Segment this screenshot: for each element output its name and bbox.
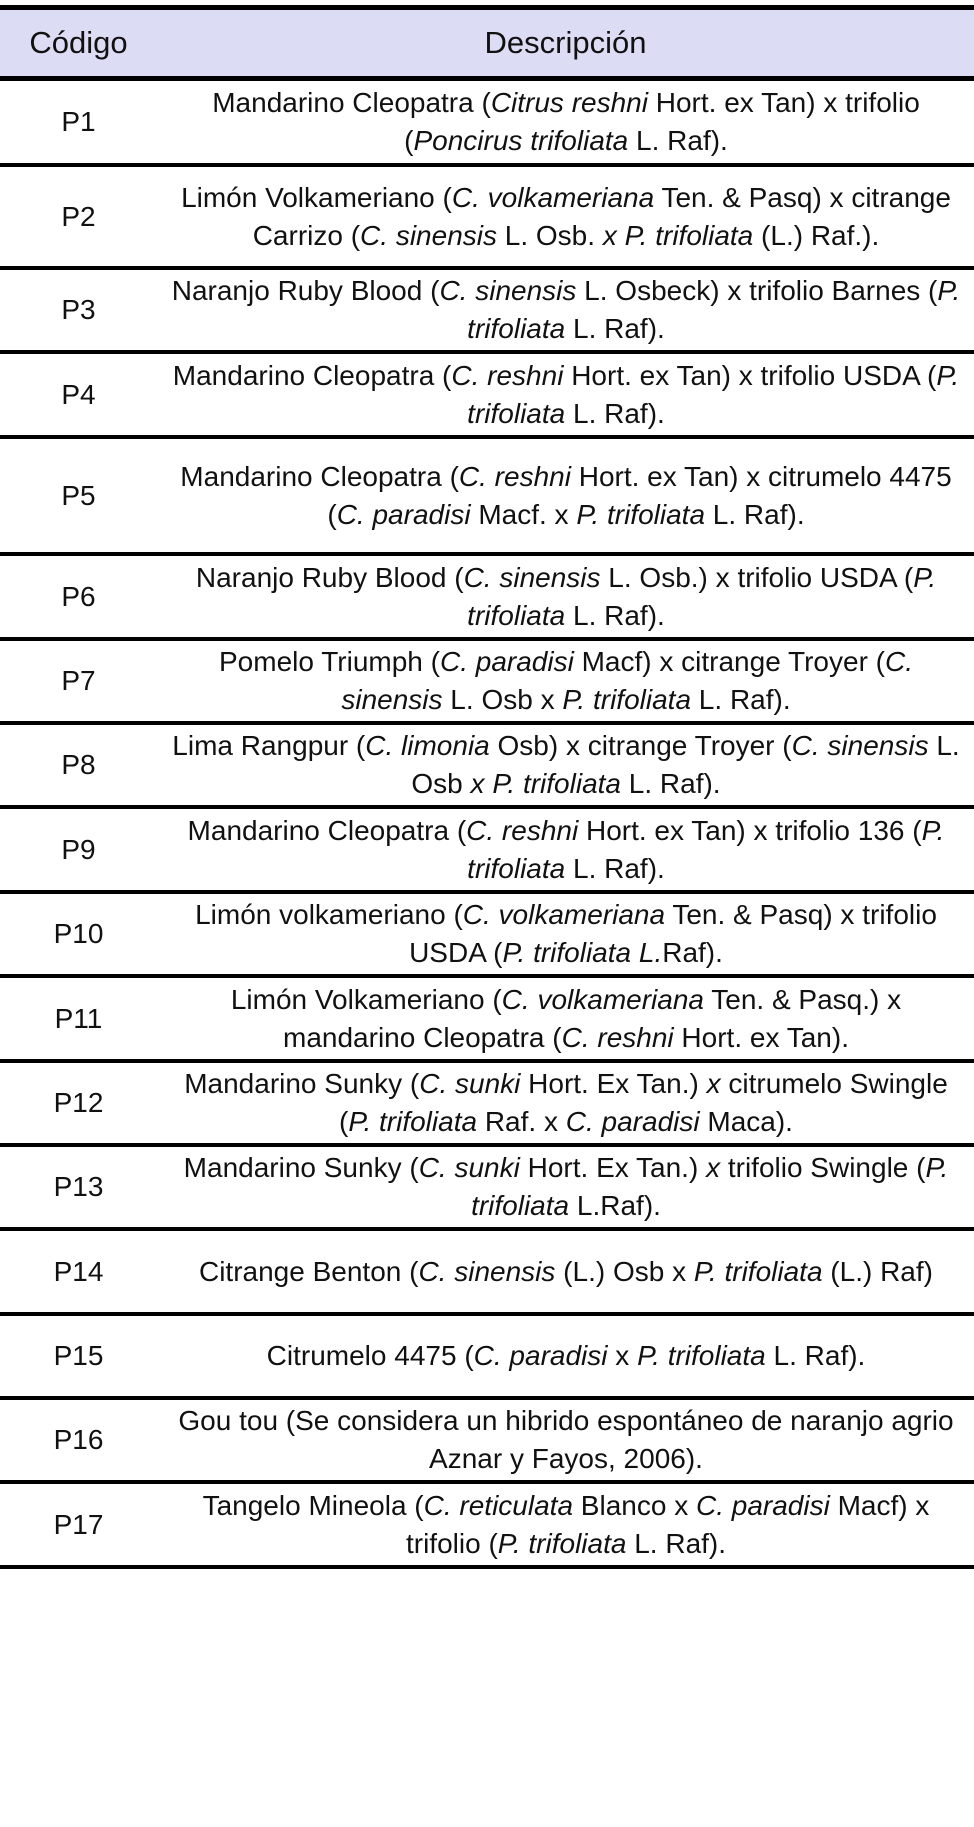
species-name: x P. trifoliata — [470, 768, 621, 799]
row-description — [166, 725, 966, 805]
description-text: Raf. x — [477, 1106, 566, 1137]
row-description — [166, 641, 966, 721]
description-text: Hort. ex Tan) x citrumelo 4475 ( — [327, 460, 952, 530]
description-text: (L.) Raf) — [822, 1255, 933, 1287]
header-description: Descripción — [484, 25, 647, 60]
header-code: Código — [29, 25, 128, 60]
table-row — [0, 556, 974, 641]
table-row — [0, 1316, 974, 1400]
row-description — [166, 354, 966, 435]
row-description — [166, 556, 966, 637]
description-text: Hort. Ex Tan.) — [520, 1068, 707, 1099]
species-name: C. paradisi — [473, 1340, 608, 1371]
row-code: P11 — [54, 1002, 103, 1034]
table-row — [0, 809, 974, 894]
description-text: L. Raf). — [621, 768, 721, 799]
row-description — [166, 1400, 966, 1480]
description-text: Limón volkameriano ( — [195, 899, 463, 930]
row-description — [166, 81, 966, 163]
species-name: C. sinensis — [341, 646, 913, 715]
row-code: P10 — [53, 918, 104, 949]
description-text: Gou tou (Se considera un hibrido espontáneo de naranjo agrio Aznar y Fayos, 2006). — [178, 1405, 954, 1474]
description-text: L. Raf). — [565, 397, 665, 429]
description-text: Hort. ex Tan). — [673, 1021, 849, 1053]
species-name: P. trifoliata — [467, 359, 960, 429]
species-name: C. sinensis — [791, 730, 929, 761]
species-name: P. trifoliata — [497, 1527, 627, 1559]
description-text: Naranjo Ruby Blood ( — [195, 561, 464, 593]
row-description — [166, 1063, 966, 1143]
description-text: Citrumelo 4475 ( — [266, 1340, 474, 1371]
description-text: Lima Rangpur ( — [172, 730, 366, 761]
row-code: P17 — [53, 1508, 104, 1540]
row-code: P15 — [53, 1340, 104, 1371]
row-code: P13 — [53, 1171, 104, 1202]
description-text: Citrange Benton ( — [198, 1255, 419, 1287]
row-code: P1 — [61, 106, 96, 137]
species-name: P. trifoliata — [576, 498, 706, 530]
description-text: Hort. ex Tan) x trifolio 136 ( — [578, 814, 922, 846]
species-name: C. sunki — [419, 1068, 521, 1099]
description-text: L. Osb x — [442, 684, 563, 715]
row-description — [166, 1316, 966, 1396]
table-row — [0, 354, 974, 439]
table-row — [0, 1400, 974, 1484]
species-name: P. trifoliata — [467, 561, 937, 631]
species-name: C. paradisi — [336, 498, 471, 530]
table-row — [0, 1484, 974, 1569]
row-code: P14 — [53, 1255, 104, 1287]
description-text: Raf). — [662, 937, 723, 968]
row-code: P16 — [53, 1424, 104, 1455]
species-name: P. trifoliata — [471, 1152, 949, 1221]
description-text: L. Raf). — [565, 852, 665, 884]
species-name: C. volkameriana — [451, 181, 655, 213]
description-text: L. Osb.) x trifolio USDA ( — [600, 561, 914, 593]
description-text: trifolio Swingle ( — [720, 1152, 926, 1183]
description-text: Tangelo Mineola ( — [202, 1489, 424, 1521]
row-description — [166, 978, 966, 1059]
species-name: P. trifoliata — [562, 684, 692, 715]
species-name: C. sinensis — [418, 1255, 556, 1287]
row-code: P12 — [53, 1087, 104, 1118]
species-name: C. reshni — [451, 359, 564, 391]
description-text: L. Raf). — [705, 498, 805, 530]
species-name: C. reshni — [466, 814, 579, 846]
table-row — [0, 641, 974, 725]
row-description — [166, 167, 966, 266]
row-code: P3 — [61, 294, 96, 325]
species-name: C. sunki — [418, 1152, 520, 1183]
row-code: P2 — [61, 200, 96, 232]
species-name: C. volkameriana — [462, 899, 666, 930]
row-description — [166, 439, 966, 552]
description-text: L. Raf). — [628, 125, 728, 156]
species-name: C. reshni — [458, 460, 571, 492]
description-text: L. Raf). — [691, 684, 791, 715]
description-text: L. Raf). — [626, 1527, 727, 1559]
description-text: Hort. Ex Tan.) — [519, 1152, 707, 1183]
description-text: L. Raf). — [565, 599, 665, 631]
description-text: L. Raf). — [565, 313, 665, 344]
row-code: P5 — [61, 479, 96, 511]
description-text: x — [607, 1340, 638, 1371]
description-text: Hort. ex Tan) x trifolio USDA ( — [563, 359, 937, 391]
row-code: P6 — [61, 580, 96, 612]
row-description — [166, 1147, 966, 1227]
species-name: Poncirus trifoliata — [413, 125, 629, 156]
row-code: P8 — [61, 749, 96, 780]
description-text: (L.) Osb x — [555, 1255, 694, 1287]
species-name: C. paradisi — [439, 646, 574, 677]
table-row — [0, 81, 974, 167]
description-text: L. Osb — [411, 730, 960, 799]
description-text: Mandarino Sunky ( — [184, 1068, 420, 1099]
description-text: Macf) x trifolio ( — [405, 1489, 930, 1559]
row-code: P7 — [61, 665, 96, 696]
description-text: Naranjo Ruby Blood ( — [171, 275, 440, 306]
description-text: Mandarino Cleopatra ( — [172, 359, 452, 391]
description-text: Osb) x citrange Troyer ( — [489, 730, 792, 761]
description-text: Limón Volkameriano ( — [181, 181, 452, 213]
description-text: Maca). — [699, 1106, 793, 1137]
description-text: L.Raf). — [569, 1190, 661, 1221]
species-name: C. sinensis — [439, 275, 577, 306]
table-row — [0, 978, 974, 1063]
species-name: P. trifoliata — [693, 1255, 823, 1287]
species-name: x — [706, 1152, 721, 1183]
description-text: Ten. & Pasq) x trifolio USDA ( — [409, 899, 937, 968]
species-name: P. trifoliata — [637, 1340, 766, 1371]
description-text: Macf) x citrange Troyer ( — [573, 646, 885, 677]
table-row — [0, 1231, 974, 1316]
species-name: C. paradisi — [565, 1106, 700, 1137]
species-name: C. sinensis — [360, 219, 497, 251]
description-text: Mandarino Cleopatra ( — [180, 460, 459, 492]
species-name: P. trifoliata — [467, 275, 961, 344]
row-description — [166, 1231, 966, 1312]
description-text: Ten. & Pasq.) x mandarino Cleopatra ( — [283, 983, 902, 1053]
table-row — [0, 270, 974, 354]
row-description — [166, 894, 966, 974]
description-text: Mandarino Cleopatra ( — [187, 814, 467, 846]
description-text: Blanco x — [573, 1489, 696, 1521]
row-code: P4 — [61, 378, 96, 410]
species-name: C. reticulata — [423, 1489, 574, 1521]
description-text: Hort. ex Tan) x trifolio ( — [404, 87, 920, 156]
description-text: (L.) Raf.). — [753, 219, 880, 251]
description-text: L. Osbeck) x trifolio Barnes ( — [576, 275, 938, 306]
table-row — [0, 1147, 974, 1231]
species-name: P. trifoliata L. — [502, 937, 663, 968]
description-text: Macf. x — [470, 498, 577, 530]
species-name: x — [706, 1068, 721, 1099]
table-row — [0, 439, 974, 556]
row-description — [166, 809, 966, 890]
description-text: Ten. & Pasq) x citrange Carrizo ( — [252, 181, 951, 251]
species-name: C. volkameriana — [501, 983, 704, 1015]
description-text: Mandarino Cleopatra ( — [212, 87, 491, 118]
species-name: C. reshni — [561, 1021, 674, 1053]
description-text: Pomelo Triumph ( — [219, 646, 440, 677]
row-description — [166, 1484, 966, 1565]
description-text: Limón Volkameriano ( — [230, 983, 502, 1015]
species-name: C. limonia — [365, 730, 490, 761]
species-name: P. trifoliata — [467, 814, 945, 884]
table-row — [0, 725, 974, 809]
table-row — [0, 894, 974, 978]
description-text: citrumelo Swingle ( — [339, 1068, 948, 1137]
species-name: Citrus reshni — [490, 87, 648, 118]
description-text: Mandarino Sunky ( — [183, 1152, 419, 1183]
table-header — [0, 5, 974, 81]
species-name: P. trifoliata — [348, 1106, 478, 1137]
row-description — [166, 270, 966, 350]
species-name: C. paradisi — [695, 1489, 830, 1521]
table-row — [0, 1063, 974, 1147]
species-name: x P. trifoliata — [602, 219, 754, 251]
description-text: L. Raf). — [765, 1340, 866, 1371]
table-row — [0, 167, 974, 270]
species-name: C. sinensis — [463, 561, 601, 593]
row-code: P9 — [61, 833, 96, 865]
description-text: L. Osb. — [496, 219, 603, 251]
